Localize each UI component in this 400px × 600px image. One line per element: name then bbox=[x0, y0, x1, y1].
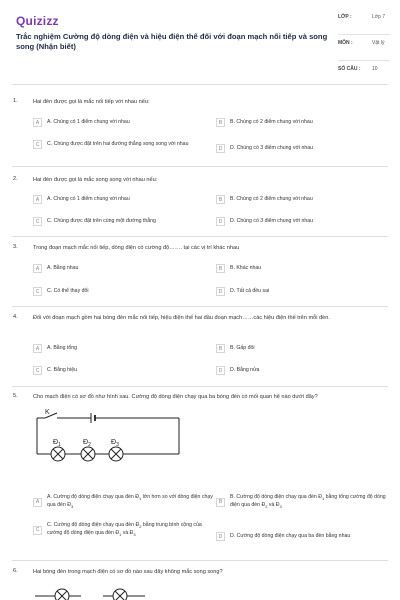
option-a[interactable] bbox=[33, 118, 130, 127]
option-text: A. Chúng có 1 điểm chung với nhau bbox=[47, 196, 130, 202]
subject-label: MÔN : bbox=[338, 40, 353, 46]
option-letter: A bbox=[33, 118, 42, 127]
option-text: A. Bằng nhau bbox=[47, 265, 79, 271]
lamp-icon bbox=[113, 589, 127, 600]
question-number: 2. bbox=[13, 176, 18, 182]
lamp-label: $Đ_2$ bbox=[83, 439, 91, 448]
question-number: 6. bbox=[13, 568, 18, 574]
option-letter: B bbox=[216, 195, 225, 204]
option-letter: D bbox=[216, 532, 225, 541]
worksheet-title: Trắc nghiệm Cường độ dòng điện và hiệu điện thế đối với đoạn mạch nối tiếp và song song (Nhận biết) bbox=[16, 32, 328, 51]
option-c[interactable] bbox=[33, 522, 213, 538]
subject-value: Vật lý bbox=[372, 40, 385, 46]
option-text: C. Bằng hiệu bbox=[47, 367, 77, 373]
option-text: B. Gấp đôi bbox=[230, 345, 255, 351]
meta-divider bbox=[338, 60, 390, 61]
question-text: Hai đèn được gọi là mắc song song với nhau nếu: bbox=[33, 177, 158, 183]
option-b[interactable] bbox=[216, 264, 261, 273]
option-text: A. Bằng tổng bbox=[47, 345, 77, 351]
question-text: Trong đoạn mạch mắc nối tiếp, dòng điện có cường độ……. tại các vị trí khác nhau bbox=[33, 245, 240, 251]
option-letter: A bbox=[33, 264, 42, 273]
option-letter: D bbox=[216, 217, 225, 226]
option-letter: B bbox=[216, 118, 225, 127]
question-text: Cho mạch điện có sơ đồ như hình sau. Cường độ dòng điện chạy qua ba bóng đèn có mối quan hệ nào dưới đây? bbox=[33, 394, 318, 400]
worksheet-header bbox=[0, 0, 400, 80]
option-a[interactable] bbox=[33, 344, 77, 353]
question-divider bbox=[12, 236, 388, 237]
question-number: 1. bbox=[13, 98, 18, 104]
option-text: D. Chúng có 3 điểm chung với nhau bbox=[230, 218, 313, 224]
option-c[interactable] bbox=[33, 287, 89, 296]
question-text: Hai bóng đèn trong mạch điện có sơ đồ nào sau đây không mắc song song? bbox=[33, 569, 223, 575]
option-text: C. Chúng được đặt trên hai đường thẳng song song với nhau bbox=[47, 141, 189, 147]
option-d[interactable] bbox=[216, 532, 350, 541]
meta-divider bbox=[338, 34, 390, 35]
option-a[interactable] bbox=[33, 494, 213, 510]
question-number: 4. bbox=[13, 314, 18, 320]
option-text: D. Tất cả đều sai bbox=[230, 288, 270, 294]
question-divider bbox=[12, 166, 388, 167]
count-label: SỐ CÂU : bbox=[338, 66, 361, 72]
option-d[interactable] bbox=[216, 217, 313, 226]
circuit-diagram-preview bbox=[33, 584, 153, 600]
option-text: C. Cường độ dòng điện chạy qua đèn $Đ_2$ bằng trung bình cộng của cường độ dòng điện qua đèn $Đ_1$ và $Đ_3$ bbox=[47, 522, 202, 538]
option-b[interactable] bbox=[216, 118, 313, 127]
option-letter: D bbox=[216, 287, 225, 296]
option-d[interactable] bbox=[216, 144, 313, 153]
question-divider bbox=[12, 306, 388, 307]
option-letter: D bbox=[216, 144, 225, 153]
class-label: LỚP : bbox=[338, 14, 352, 20]
option-letter: B bbox=[216, 498, 225, 507]
option-text: B. Chúng có 2 điểm chung với nhau bbox=[230, 119, 313, 125]
option-text: C. Có thể thay đổi bbox=[47, 288, 89, 294]
option-text: B. Cường độ dòng điện chạy qua đèn $Đ_1$ bằng tổng cường độ dòng điện qua đèn $Đ_2$ và $Đ_3$ bbox=[230, 494, 386, 510]
switch-label: K bbox=[45, 409, 50, 416]
option-text: D. Cường độ dòng điện chạy qua ba đèn bằng nhau bbox=[230, 533, 351, 539]
option-text: B. Khác nhau bbox=[230, 265, 262, 271]
option-text: B. Chúng có 2 điểm chung với nhau bbox=[230, 196, 313, 202]
question-number: 5. bbox=[13, 393, 18, 399]
question-number: 3. bbox=[13, 244, 18, 250]
option-letter: C bbox=[33, 287, 42, 296]
lamp-label: $Đ_1$ bbox=[53, 439, 61, 448]
question-divider bbox=[12, 386, 388, 387]
option-a[interactable] bbox=[33, 195, 130, 204]
option-c[interactable] bbox=[33, 217, 156, 226]
question-text: Hai đèn được gọi là mắc nối tiếp với nhau nếu: bbox=[33, 99, 150, 105]
lamp-label: $Đ_3$ bbox=[111, 439, 119, 448]
option-text: D. Bằng nửa bbox=[230, 367, 260, 373]
header-divider bbox=[12, 84, 388, 85]
option-text: C. Chúng được đặt trên cùng một đường thẳng bbox=[47, 218, 156, 224]
option-text: A. Chúng có 1 điểm chung với nhau bbox=[47, 119, 130, 125]
option-letter: B bbox=[216, 344, 225, 353]
option-letter: C bbox=[33, 140, 42, 149]
question-divider bbox=[12, 560, 388, 561]
option-c[interactable] bbox=[33, 140, 213, 149]
question-text: Đối với đoạn mạch gồm hai bóng đèn mắc nối tiếp, hiệu điện thế hai đầu đoạn mạch……các hiệu điện thế trên mỗi đèn. bbox=[33, 315, 330, 321]
lamp-icon bbox=[55, 589, 69, 600]
option-a[interactable] bbox=[33, 264, 78, 273]
option-d[interactable] bbox=[216, 366, 259, 375]
option-letter: C bbox=[33, 366, 42, 375]
option-b[interactable] bbox=[216, 494, 394, 510]
option-letter: A bbox=[33, 344, 42, 353]
option-c[interactable] bbox=[33, 366, 77, 375]
option-letter: C bbox=[33, 526, 42, 535]
class-value: Lớp 7 bbox=[372, 14, 386, 20]
count-value: 10 bbox=[372, 66, 378, 72]
circuit-diagram bbox=[33, 408, 183, 478]
option-d[interactable] bbox=[216, 287, 269, 296]
option-letter: B bbox=[216, 264, 225, 273]
option-letter: A bbox=[33, 498, 42, 507]
option-b[interactable] bbox=[216, 344, 255, 353]
option-letter: A bbox=[33, 195, 42, 204]
quizizz-logo: Quizizz bbox=[16, 14, 59, 28]
option-b[interactable] bbox=[216, 195, 313, 204]
option-letter: C bbox=[33, 217, 42, 226]
option-letter: D bbox=[216, 366, 225, 375]
option-text: D. Chúng có 3 điểm chung với nhau bbox=[230, 145, 313, 151]
option-text: A. Cường độ dòng điện chạy qua đèn $Đ_1$ lớn hơn so với dòng điện chạy qua đèn $Đ_3$ bbox=[47, 494, 213, 510]
